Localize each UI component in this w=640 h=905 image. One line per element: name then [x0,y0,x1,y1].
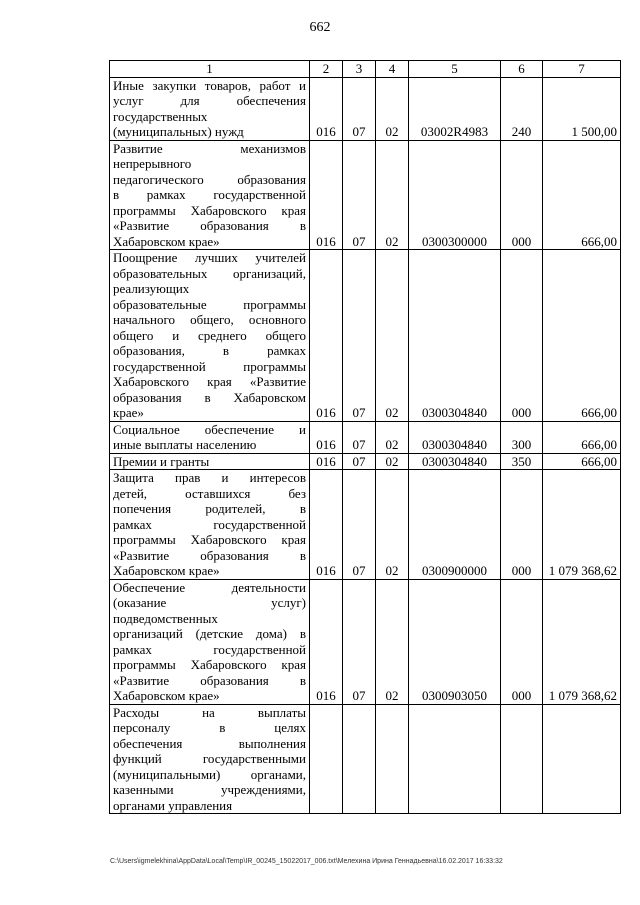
subsection-code: 02 [376,77,409,140]
section-code: 07 [343,250,376,422]
section-code: 07 [343,77,376,140]
description-line: начального общего, основного [113,312,306,327]
budget-table [109,60,621,814]
description-line: программы Хабаровского края [113,657,306,672]
header-cell: 3 [343,61,376,78]
expense-type-code: 300 [501,421,543,453]
description-line: педагогического образования [113,171,306,187]
description-line: образовательные программы [113,296,306,312]
table-row [110,470,621,580]
chapter-code: 016 [310,77,343,140]
section-code: 07 [343,453,376,470]
header-cell: 7 [543,61,621,78]
description-line: организаций (детские дома) в [113,626,306,641]
row-description [110,470,310,580]
section-code: 07 [343,579,376,704]
description-line: государственных [113,108,208,124]
target-article-code: 0300900000 [409,470,501,580]
description-line: государственной программы [113,358,306,374]
subsection-code: 02 [376,250,409,422]
subsection-code [376,704,409,814]
amount-value [543,704,621,814]
chapter-code: 016 [310,453,343,470]
target-article-code: 03002R4983 [409,77,501,140]
table-header-row [110,61,621,78]
chapter-code: 016 [310,421,343,453]
amount-value: 666,00 [543,140,621,250]
description-line: в рамках государственной [113,187,306,202]
header-cell: 1 [110,61,310,78]
header-cell: 4 [376,61,409,78]
amount-value: 1 079 368,62 [543,470,621,580]
description-line: детей, оставшихся без [113,485,306,501]
table-row [110,704,621,814]
expense-type-code: 350 [501,453,543,470]
description-line: (муниципальных) нужд [113,124,244,139]
description-line: попечения родителей, в [113,501,306,516]
row-description [110,579,310,704]
table-row [110,579,621,704]
description-line: программы Хабаровского края [113,532,306,547]
footer-file-path: C:\Users\igmelekhina\AppData\Local\Temp\IR_00245_15022017_006.txt\Мелехина Ирина Геннадьевна\16.02.2017 16:33:32 [110,858,503,865]
description-line: Обеспечение деятельности [113,579,306,595]
header-cell: 2 [310,61,343,78]
description-line: (муниципальными) органами, [113,766,306,782]
header-cell: 5 [409,61,501,78]
expense-type-code: 000 [501,579,543,704]
description-line: непрерывного [113,156,192,171]
description-line: подведомственных [113,610,218,626]
expense-type-code: 000 [501,470,543,580]
table-row [110,250,621,422]
row-description [110,140,310,250]
description-line: рамках государственной [113,641,306,657]
description-line: реализующих [113,281,190,296]
description-line: (оказание услуг) [113,595,306,610]
description-line: программы Хабаровского края [113,202,306,218]
table-body [110,77,621,814]
section-code: 07 [343,470,376,580]
subsection-code: 02 [376,470,409,580]
chapter-code: 016 [310,140,343,250]
header-cell: 6 [501,61,543,78]
amount-value: 1 500,00 [543,77,621,140]
chapter-code: 016 [310,470,343,580]
description-line: персоналу в целях [113,720,306,735]
chapter-code: 016 [310,579,343,704]
row-description [110,704,310,814]
target-article-code: 0300304840 [409,453,501,470]
amount-value: 1 079 368,62 [543,579,621,704]
description-line: Хабаровского края «Развитие [113,374,306,389]
expense-type-code: 000 [501,250,543,422]
chapter-code: 016 [310,250,343,422]
description-line: крае» [113,405,144,420]
row-description [110,453,310,470]
amount-value: 666,00 [543,421,621,453]
description-line: Развитие механизмов [113,140,306,156]
page-number: 662 [309,20,331,35]
target-article-code [409,704,501,814]
table-row [110,421,621,453]
expense-type-code: 000 [501,140,543,250]
section-code: 07 [343,421,376,453]
target-article-code: 0300304840 [409,250,501,422]
description-line: функций государственными [113,751,306,766]
description-line: услуг для обеспечения [113,93,306,108]
description-line: органами управления [113,797,233,813]
amount-value: 666,00 [543,453,621,470]
target-article-code: 0300903050 [409,579,501,704]
table-row [110,140,621,250]
description-line: образования в Хабаровском [113,389,306,405]
description-line: обеспечения выполнения [113,735,306,751]
table-row [110,453,621,470]
description-line: «Развитие образования в [113,672,306,688]
section-code [343,704,376,814]
section-code: 07 [343,140,376,250]
expense-type-code: 240 [501,77,543,140]
subsection-code: 02 [376,579,409,704]
chapter-code [310,704,343,814]
row-description [110,250,310,422]
description-line: Защита прав и интересов [113,470,306,485]
target-article-code: 0300300000 [409,140,501,250]
description-line: Хабаровском крае» [113,233,220,249]
description-line: рамках государственной [113,516,306,532]
description-line: иные выплаты населению [113,437,257,452]
description-line: Хабаровском крае» [113,563,220,578]
expense-type-code [501,704,543,814]
subsection-code: 02 [376,140,409,250]
description-line: Социальное обеспечение и [113,421,306,437]
row-description [110,421,310,453]
amount-value: 666,00 [543,250,621,422]
description-line: образовательных организаций, [113,265,306,281]
description-line: общего и среднего общего [113,327,306,343]
description-line: «Развитие образования в [113,218,306,233]
subsection-code: 02 [376,453,409,470]
description-line: «Развитие образования в [113,547,306,563]
description-line: Хабаровском крае» [113,688,220,703]
description-line: Иные закупки товаров, работ и [113,77,306,93]
description-line: Премии и гранты [113,453,210,469]
description-line: Расходы на выплаты [113,704,306,720]
description-line: казенными учреждениями, [113,782,306,797]
table-row [110,77,621,140]
description-line: Поощрение лучших учителей [113,250,306,265]
description-line: образования, в рамках [113,343,306,358]
row-description [110,77,310,140]
subsection-code: 02 [376,421,409,453]
target-article-code: 0300304840 [409,421,501,453]
